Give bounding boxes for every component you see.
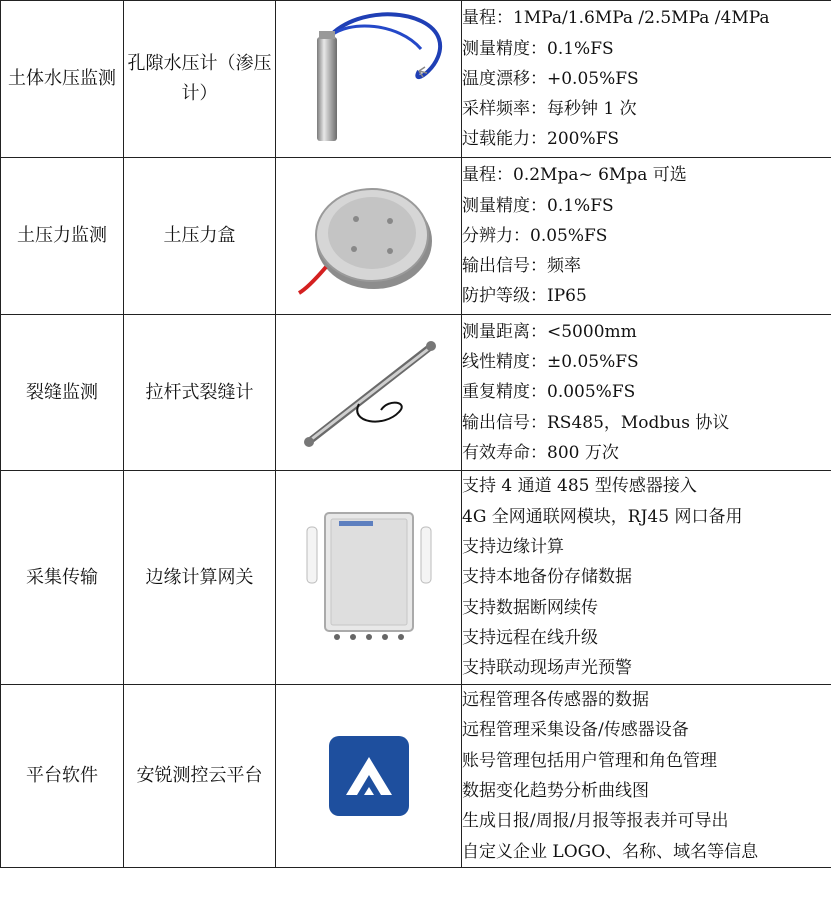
category-cell: 平台软件 <box>1 685 124 868</box>
device-cell: 土压力盒 <box>124 158 276 315</box>
spec-line: 数据变化趋势分析曲线图 <box>462 781 649 801</box>
spec-line: 测量精度：0.1%FS <box>462 195 614 216</box>
spec-line: 采样频率：每秒钟 1 次 <box>462 99 637 120</box>
spec-line: 分辨力：0.05%FS <box>462 225 608 246</box>
platform-logo-icon <box>328 735 410 817</box>
spec-line: 远程管理采集设备/传感器设备 <box>462 720 689 741</box>
spec-line: 支持联动现场声光预警 <box>462 658 632 679</box>
category-cell: 裂缝监测 <box>1 315 124 471</box>
spec-line: 支持远程在线升级 <box>462 627 598 648</box>
spec-line: 量程：0.2Mpa~ 6Mpa 可选 <box>462 165 687 186</box>
device-cell: 拉杆式裂缝计 <box>124 315 276 471</box>
image-cell <box>276 471 462 685</box>
spec-line: 支持 4 通道 485 型传感器接入 <box>462 476 697 497</box>
spec-line: 防护等级：IP65 <box>462 286 587 307</box>
earth-pressure-cell-image <box>294 171 444 301</box>
spec-line: 量程：1MPa/1.6MPa /2.5MPa /4MPa <box>462 8 770 29</box>
table-row <box>1 1 831 158</box>
table-row <box>1 471 831 685</box>
category-cell: 土压力监测 <box>1 158 124 315</box>
device-cell: 边缘计算网关 <box>124 471 276 685</box>
image-cell <box>276 1 462 158</box>
spec-line: 支持数据断网续传 <box>462 597 598 618</box>
spec-line: 重复精度：0.005%FS <box>462 382 636 403</box>
piezometer-image <box>289 9 449 149</box>
spec-line: 远程管理各传感器的数据 <box>462 690 649 711</box>
category-cell: 土体水压监测 <box>1 1 124 158</box>
device-cell: 孔隙水压计（渗压计） <box>124 1 276 158</box>
spec-line: 生成日报/周报/月报等报表并可导出 <box>462 811 729 832</box>
spec-line: 测量精度：0.1%FS <box>462 38 614 59</box>
spec-line: 线性精度：±0.05%FS <box>462 352 639 373</box>
spec-line: 温度漂移：+0.05%FS <box>462 68 639 89</box>
spec-line: 支持本地备份存储数据 <box>462 567 632 588</box>
category-cell: 采集传输 <box>1 471 124 685</box>
crack-meter-image <box>289 328 449 458</box>
spec-line: 有效寿命：800 万次 <box>462 442 619 463</box>
spec-list <box>462 685 831 868</box>
device-cell: 安锐测控云平台 <box>124 685 276 868</box>
table-row <box>1 158 831 315</box>
table-row <box>1 315 831 471</box>
image-cell <box>276 315 462 471</box>
image-cell <box>276 158 462 315</box>
spec-line: 支持边缘计算 <box>462 537 564 558</box>
spec-list <box>462 158 831 315</box>
spec-line: 4G 全网通联网模块，RJ45 网口备用 <box>462 506 743 527</box>
spec-line: 输出信号：RS485，Modbus 协议 <box>462 412 730 433</box>
spec-line: 过载能力：200%FS <box>462 129 620 150</box>
table-row <box>1 685 831 868</box>
spec-line: 自定义企业 LOGO、名称、域名等信息 <box>462 841 759 862</box>
spec-list <box>462 471 831 685</box>
edge-gateway-image <box>289 503 449 653</box>
spec-line: 输出信号：频率 <box>462 256 581 277</box>
image-cell <box>276 685 462 868</box>
spec-list <box>462 315 831 471</box>
spec-line: 测量距离：<5000mm <box>462 321 637 342</box>
spec-line: 账号管理包括用户管理和角色管理 <box>462 750 717 771</box>
spec-list <box>462 1 831 158</box>
